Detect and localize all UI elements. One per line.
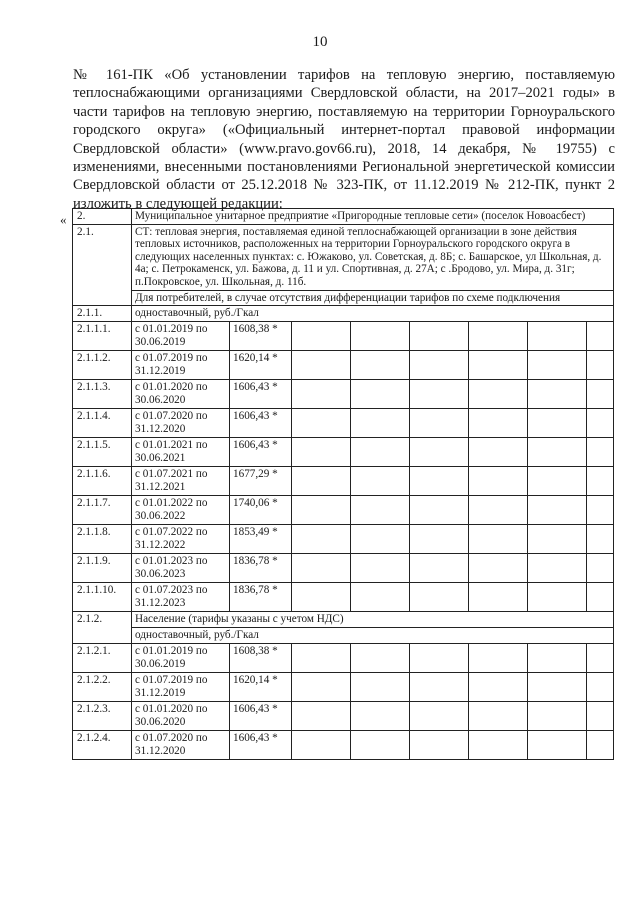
table-row-organization bbox=[73, 209, 614, 225]
period-cell: с 01.01.2020 по 30.06.2020 bbox=[132, 380, 230, 409]
empty-cell bbox=[410, 322, 469, 351]
row-number: 2.1.1.9. bbox=[73, 554, 132, 583]
organization-name: Муниципальное унитарное предприятие «Пригородные тепловые сети» (поселок Новоасбест) bbox=[132, 209, 614, 225]
empty-cell bbox=[469, 644, 528, 673]
table-row-consumers bbox=[73, 290, 614, 306]
empty-cell bbox=[587, 583, 614, 612]
empty-cell bbox=[469, 351, 528, 380]
empty-cell bbox=[351, 322, 410, 351]
row-number: 2.1.1.8. bbox=[73, 525, 132, 554]
empty-cell bbox=[469, 583, 528, 612]
table-row bbox=[73, 583, 614, 612]
period-cell: с 01.07.2021 по 31.12.2021 bbox=[132, 467, 230, 496]
empty-cell bbox=[410, 438, 469, 467]
table-row bbox=[73, 467, 614, 496]
page-number: 10 bbox=[312, 34, 328, 50]
row-number: 2.1.1.6. bbox=[73, 467, 132, 496]
empty-cell bbox=[410, 467, 469, 496]
empty-cell bbox=[587, 702, 614, 731]
table-row-group1-header bbox=[73, 306, 614, 322]
table-row bbox=[73, 496, 614, 525]
period-cell: с 01.01.2023 по 30.06.2023 bbox=[132, 554, 230, 583]
empty-cell bbox=[587, 525, 614, 554]
table-row bbox=[73, 380, 614, 409]
intro-paragraph: № 161-ПК «Об установлении тарифов на тепловую энергию, поставляемую теплоснабжающими организациями Свердловской области, на 2017–2021 годы» в части тарифов на тепловую энергию, поставляемую на территории Горноуральского городского округа» («Официальный интернет-портал правовой информации Свердловской области» (www.pravo.gov66.ru), 2018, 14 декабря, № 19755) с изменениями, внесенными постановлениями Региональной энергетической комиссии Свердловской области от 25.12.2018 № 323-ПК, от 11.12.2019 № 212-ПК, пункт 2 изложить в следующей редакции: bbox=[73, 67, 615, 212]
table-row-st bbox=[73, 224, 614, 290]
tariff-value: 1606,43 * bbox=[230, 380, 292, 409]
empty-cell bbox=[528, 583, 587, 612]
empty-cell bbox=[528, 438, 587, 467]
empty-cell bbox=[292, 496, 351, 525]
empty-cell bbox=[528, 702, 587, 731]
row-number: 2.1.1.2. bbox=[73, 351, 132, 380]
empty-cell bbox=[410, 583, 469, 612]
empty-cell bbox=[587, 644, 614, 673]
empty-cell bbox=[292, 731, 351, 760]
empty-cell bbox=[587, 351, 614, 380]
period-cell: с 01.07.2019 по 31.12.2019 bbox=[132, 673, 230, 702]
empty-cell bbox=[528, 351, 587, 380]
empty-cell bbox=[410, 525, 469, 554]
row-number: 2.1.2.3. bbox=[73, 702, 132, 731]
period-cell: с 01.01.2022 по 30.06.2022 bbox=[132, 496, 230, 525]
empty-cell bbox=[292, 409, 351, 438]
empty-cell bbox=[528, 554, 587, 583]
table-row bbox=[73, 554, 614, 583]
empty-cell bbox=[292, 702, 351, 731]
empty-cell bbox=[410, 496, 469, 525]
empty-cell bbox=[292, 438, 351, 467]
period-cell: с 01.01.2019 по 30.06.2019 bbox=[132, 322, 230, 351]
population-label: Население (тарифы указаны с учетом НДС) bbox=[132, 612, 614, 628]
period-cell: с 01.07.2019 по 31.12.2019 bbox=[132, 351, 230, 380]
empty-cell bbox=[292, 583, 351, 612]
row-number: 2.1.1.1. bbox=[73, 322, 132, 351]
empty-cell bbox=[410, 702, 469, 731]
empty-cell bbox=[528, 525, 587, 554]
row-number: 2.1.1.10. bbox=[73, 583, 132, 612]
table-row bbox=[73, 438, 614, 467]
table-row-group2-header bbox=[73, 628, 614, 644]
empty-cell bbox=[528, 322, 587, 351]
table-row bbox=[73, 731, 614, 760]
empty-cell bbox=[587, 554, 614, 583]
table-row bbox=[73, 322, 614, 351]
tariff-value: 1677,29 * bbox=[230, 467, 292, 496]
empty-cell bbox=[469, 467, 528, 496]
tariff-value: 1620,14 * bbox=[230, 673, 292, 702]
empty-cell bbox=[528, 644, 587, 673]
st-description: СТ: тепловая энергия, поставляемая единой теплоснабжающей организации в зоне действия тепловых источников, расположенных на территории Горноуральского городского округа в следующих населенных пунктах: с. Южаково, ул. Советская, д. 8Б; с. Башарское, ул Школьная, д. 4а; с. Петрокаменск, ул. Бажова, д. 11 и ул. Спортивная, д. 27А; с .Бродово, ул. Мира, д. 31г; п.Покровское, ул. Школьная, д. 11б. bbox=[132, 224, 614, 290]
table-row bbox=[73, 409, 614, 438]
empty-cell bbox=[587, 496, 614, 525]
empty-cell bbox=[469, 438, 528, 467]
empty-cell bbox=[351, 351, 410, 380]
tariff-type-label: одноставочный, руб./Гкал bbox=[132, 628, 614, 644]
empty-cell bbox=[469, 409, 528, 438]
table-row bbox=[73, 644, 614, 673]
row-number: 2.1.2.2. bbox=[73, 673, 132, 702]
empty-cell bbox=[292, 525, 351, 554]
empty-cell bbox=[292, 644, 351, 673]
row-number: 2.1.1.5. bbox=[73, 438, 132, 467]
row-number: 2. bbox=[73, 209, 132, 225]
period-cell: с 01.07.2022 по 31.12.2022 bbox=[132, 525, 230, 554]
empty-cell bbox=[351, 409, 410, 438]
period-cell: с 01.01.2019 по 30.06.2019 bbox=[132, 644, 230, 673]
empty-cell bbox=[351, 438, 410, 467]
tariff-value: 1620,14 * bbox=[230, 351, 292, 380]
tariff-table bbox=[72, 208, 614, 760]
row-number: 2.1.2. bbox=[73, 612, 132, 644]
table-row bbox=[73, 673, 614, 702]
empty-cell bbox=[292, 322, 351, 351]
empty-cell bbox=[528, 673, 587, 702]
empty-cell bbox=[587, 409, 614, 438]
empty-cell bbox=[469, 525, 528, 554]
row-number: 2.1. bbox=[73, 224, 132, 306]
empty-cell bbox=[587, 467, 614, 496]
empty-cell bbox=[410, 731, 469, 760]
tariff-value: 1606,43 * bbox=[230, 702, 292, 731]
empty-cell bbox=[351, 731, 410, 760]
period-cell: с 01.07.2020 по 31.12.2020 bbox=[132, 409, 230, 438]
opening-quote-mark: « bbox=[60, 212, 67, 227]
empty-cell bbox=[469, 322, 528, 351]
table-row-population bbox=[73, 612, 614, 628]
empty-cell bbox=[587, 438, 614, 467]
empty-cell bbox=[410, 409, 469, 438]
tariff-value: 1836,78 * bbox=[230, 554, 292, 583]
period-cell: с 01.01.2020 по 30.06.2020 bbox=[132, 702, 230, 731]
empty-cell bbox=[528, 731, 587, 760]
row-number: 2.1.1. bbox=[73, 306, 132, 322]
table-row bbox=[73, 525, 614, 554]
empty-cell bbox=[410, 673, 469, 702]
period-cell: с 01.07.2020 по 31.12.2020 bbox=[132, 731, 230, 760]
tariff-value: 1608,38 * bbox=[230, 322, 292, 351]
empty-cell bbox=[528, 496, 587, 525]
tariff-type-label: одноставочный, руб./Гкал bbox=[132, 306, 614, 322]
row-number: 2.1.2.1. bbox=[73, 644, 132, 673]
row-number: 2.1.1.4. bbox=[73, 409, 132, 438]
tariff-value: 1606,43 * bbox=[230, 731, 292, 760]
empty-cell bbox=[351, 554, 410, 583]
empty-cell bbox=[351, 673, 410, 702]
empty-cell bbox=[410, 644, 469, 673]
tariff-value: 1606,43 * bbox=[230, 438, 292, 467]
empty-cell bbox=[351, 467, 410, 496]
tariff-value: 1608,38 * bbox=[230, 644, 292, 673]
empty-cell bbox=[469, 496, 528, 525]
empty-cell bbox=[528, 409, 587, 438]
row-number: 2.1.1.3. bbox=[73, 380, 132, 409]
empty-cell bbox=[587, 731, 614, 760]
empty-cell bbox=[528, 380, 587, 409]
tariff-value: 1740,06 * bbox=[230, 496, 292, 525]
empty-cell bbox=[292, 467, 351, 496]
table-row bbox=[73, 351, 614, 380]
empty-cell bbox=[351, 702, 410, 731]
row-number: 2.1.2.4. bbox=[73, 731, 132, 760]
empty-cell bbox=[292, 554, 351, 583]
empty-cell bbox=[469, 380, 528, 409]
empty-cell bbox=[410, 351, 469, 380]
empty-cell bbox=[410, 380, 469, 409]
empty-cell bbox=[469, 554, 528, 583]
period-cell: с 01.07.2023 по 31.12.2023 bbox=[132, 583, 230, 612]
period-cell: с 01.01.2021 по 30.06.2021 bbox=[132, 438, 230, 467]
empty-cell bbox=[351, 380, 410, 409]
empty-cell bbox=[410, 554, 469, 583]
empty-cell bbox=[351, 496, 410, 525]
empty-cell bbox=[587, 380, 614, 409]
empty-cell bbox=[292, 380, 351, 409]
row-number: 2.1.1.7. bbox=[73, 496, 132, 525]
empty-cell bbox=[587, 322, 614, 351]
tariff-value: 1836,78 * bbox=[230, 583, 292, 612]
table-row bbox=[73, 702, 614, 731]
empty-cell bbox=[351, 644, 410, 673]
empty-cell bbox=[469, 702, 528, 731]
empty-cell bbox=[528, 467, 587, 496]
empty-cell bbox=[292, 351, 351, 380]
empty-cell bbox=[469, 731, 528, 760]
empty-cell bbox=[351, 525, 410, 554]
tariff-value: 1853,49 * bbox=[230, 525, 292, 554]
empty-cell bbox=[587, 673, 614, 702]
empty-cell bbox=[469, 673, 528, 702]
consumers-note: Для потребителей, в случае отсутствия дифференциации тарифов по схеме подключения bbox=[132, 290, 614, 306]
tariff-value: 1606,43 * bbox=[230, 409, 292, 438]
empty-cell bbox=[292, 673, 351, 702]
empty-cell bbox=[351, 583, 410, 612]
